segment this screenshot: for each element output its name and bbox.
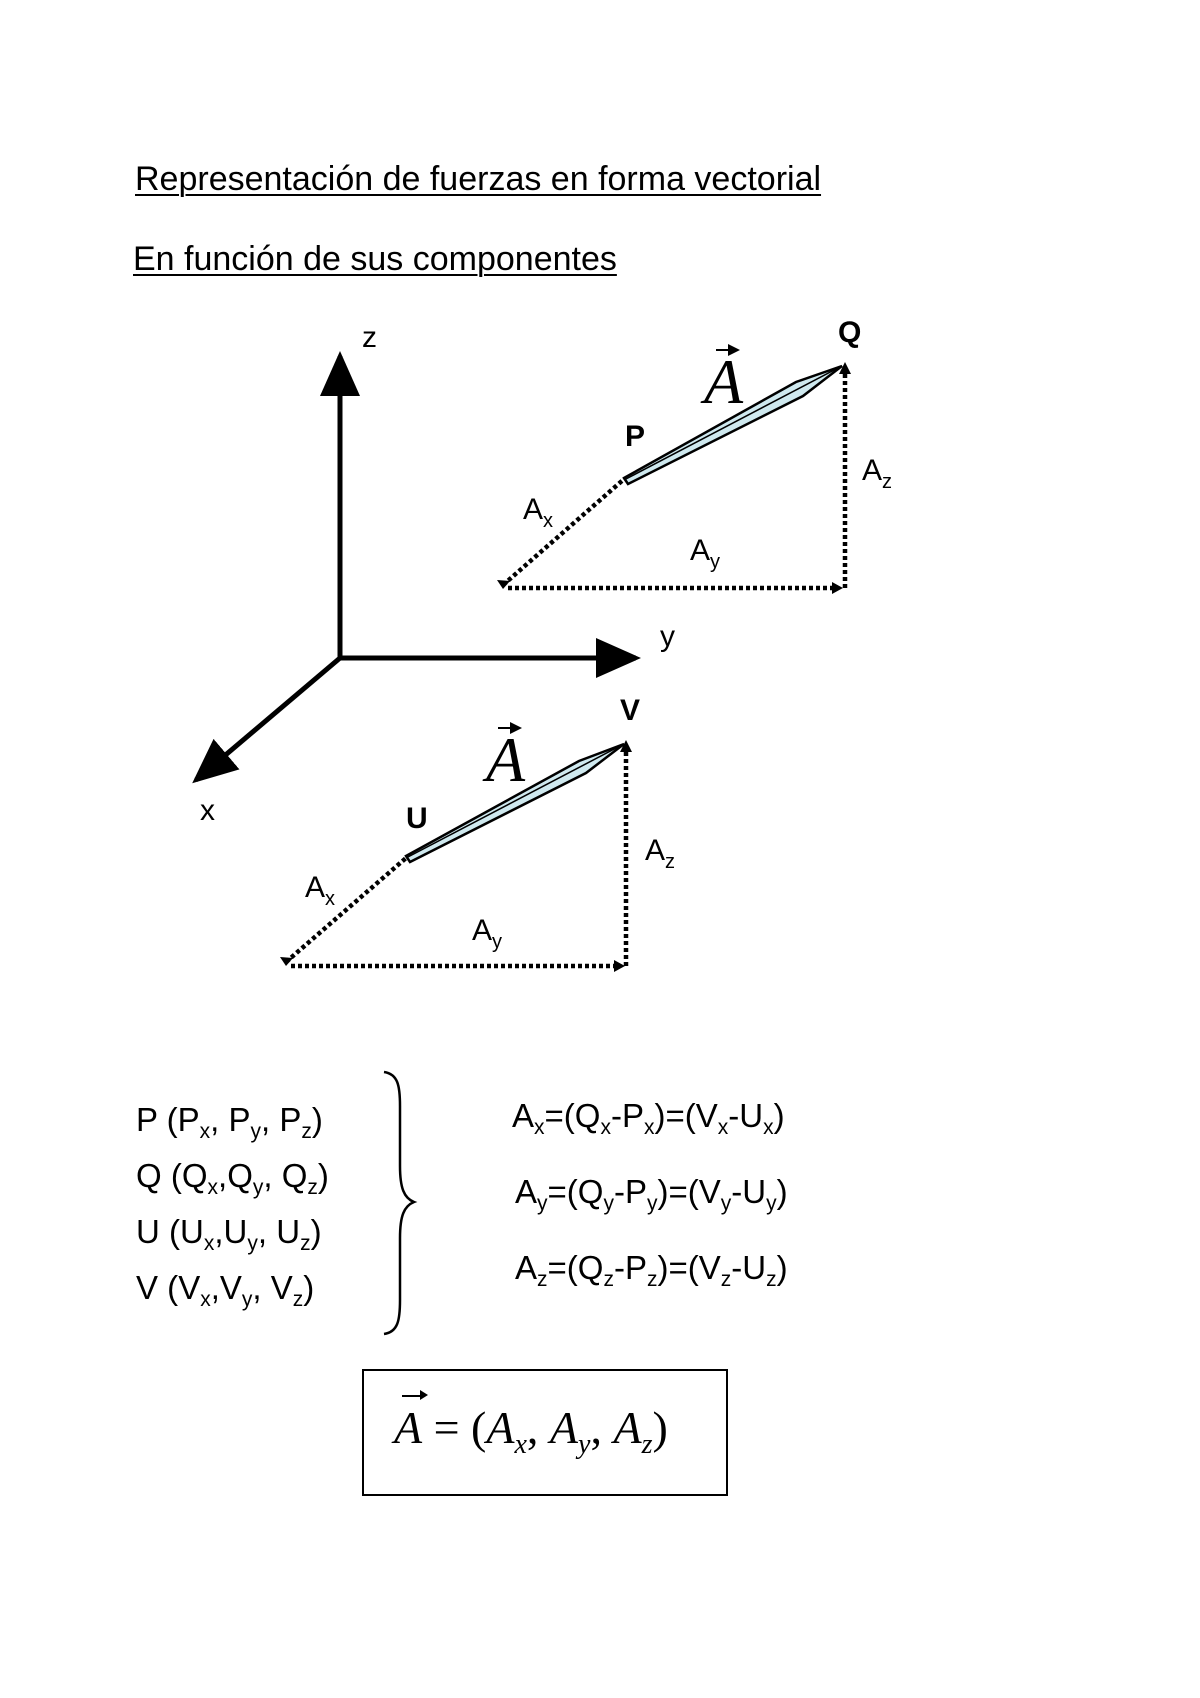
lower-ax-component — [286, 858, 406, 962]
curly-brace — [384, 1072, 414, 1334]
point-coordinate-row: U ($U_x,U_y$, $U_z$) — [136, 1213, 322, 1255]
lower-ay-tip — [614, 960, 625, 972]
component-equations — [512, 1078, 788, 1306]
point-coordinate-row: V ($V_x,V_y$, $V_z$) — [136, 1269, 315, 1311]
x-axis — [196, 658, 340, 780]
point-coordinate-row: Q ($Q_x,Q_y$, $Q_z$) — [136, 1157, 329, 1199]
lower-vector-a-label: A — [486, 724, 526, 795]
component-equation-x: $A_x=(Q_x-P_x)=(V_x-U_x)$ — [512, 1097, 785, 1139]
upper-ay-label: $A_y$ — [690, 534, 721, 573]
lower-ay-label: $A_y$ — [472, 914, 503, 953]
upper-az-label: $A_z$ — [862, 454, 893, 493]
result-formula-box — [362, 1369, 728, 1496]
y-axis-label: y — [660, 620, 675, 653]
upper-ax-label: $A_x$ — [523, 493, 554, 532]
page-title: Representación de fuerzas en forma vectorial — [135, 160, 822, 198]
lower-az-label: $A_z$ — [645, 834, 676, 873]
point-u-label: U — [406, 802, 428, 835]
component-equation-y: $A_y=(Q_y-P_y)=(V_y-U_y)$ — [515, 1173, 788, 1215]
upper-ay-tip — [832, 582, 843, 594]
x-axis-label: x — [200, 794, 215, 827]
lower-vector-group — [280, 694, 675, 972]
point-q-label: Q — [838, 316, 862, 349]
upper-vector-group — [497, 316, 892, 594]
upper-ax-component — [503, 480, 623, 585]
point-v-label: V — [620, 694, 641, 727]
point-p-label: P — [625, 420, 646, 453]
page-subtitle: En función de sus componentes — [133, 240, 617, 278]
point-coordinates-list — [136, 1092, 329, 1316]
lower-ax-label: $A_x$ — [305, 871, 336, 910]
point-coordinate-row: P ($P_x$, $P_y$, $P_z$) — [136, 1101, 323, 1143]
upper-vector-a-label: A — [704, 346, 744, 417]
component-equation-z: $A_z=(Q_z-P_z)=(V_z-U_z)$ — [515, 1249, 788, 1291]
result-formula: $A = (A_x$, $A_y$, $A_z$) — [394, 1402, 668, 1460]
z-axis-label: z — [362, 321, 377, 354]
